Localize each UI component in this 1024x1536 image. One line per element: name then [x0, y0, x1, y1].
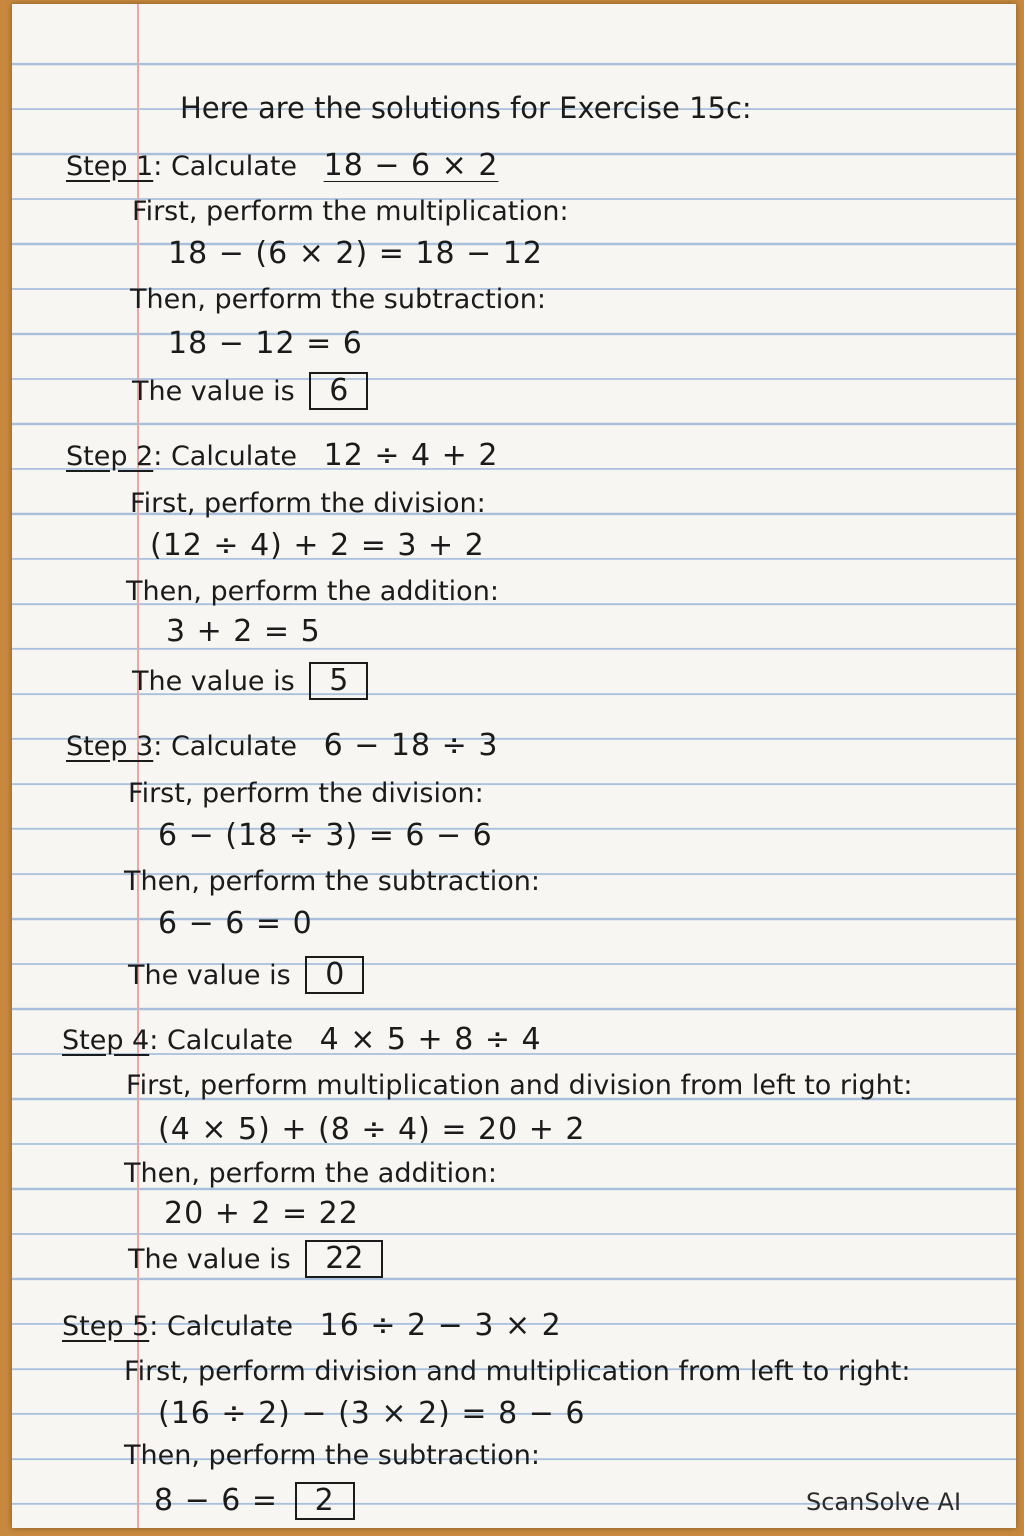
step-3-result	[128, 956, 364, 994]
step-expression: 16 ÷ 2 − 3 × 2	[319, 1308, 562, 1343]
step-5-then-instruction: Then, perform the subtraction:	[124, 1440, 540, 1471]
value-label: The value is	[128, 960, 291, 991]
step-4-first-equation: (4 × 5) + (8 ÷ 4) = 20 + 2	[158, 1112, 586, 1147]
calculate-word: Calculate	[166, 1311, 294, 1342]
step-2-then-instruction: Then, perform the addition:	[126, 576, 499, 607]
value-label: The value is	[132, 376, 295, 407]
answer-box: 0	[305, 956, 364, 994]
step-3-then-instruction: Then, perform the subtraction:	[124, 866, 540, 897]
step-3-first-equation: 6 − (18 ÷ 3) = 6 − 6	[158, 818, 493, 853]
step-label: Step 2	[66, 441, 154, 472]
step-5-heading: Step 5: Calculate 16 ÷ 2 − 3 × 2	[62, 1308, 562, 1343]
step-4-heading: Step 4: Calculate 4 × 5 + 8 ÷ 4	[62, 1022, 542, 1057]
step-label: Step 1	[66, 151, 154, 182]
equation-prefix: 8 − 6 =	[154, 1483, 279, 1518]
step-3-heading: Step 3: Calculate 6 − 18 ÷ 3	[66, 728, 499, 763]
step-expression: 12 ÷ 4 + 2	[323, 438, 499, 473]
step-label: Step 3	[66, 731, 154, 762]
step-5-first-equation: (16 ÷ 2) − (3 × 2) = 8 − 6	[158, 1396, 586, 1431]
step-1-first-equation: 18 − (6 × 2) = 18 − 12	[168, 236, 543, 271]
step-1-then-equation: 18 − 12 = 6	[168, 326, 363, 361]
calculate-word: Calculate	[170, 441, 298, 472]
step-2-first-equation: (12 ÷ 4) + 2 = 3 + 2	[150, 528, 485, 563]
step-1-then-instruction: Then, perform the subtraction:	[130, 284, 546, 315]
calculate-word: Calculate	[170, 151, 298, 182]
step-4-first-instruction: First, perform multiplication and division from left to right:	[126, 1070, 913, 1101]
step-expression: 18 − 6 × 2	[323, 148, 499, 183]
step-3-then-equation: 6 − 6 = 0	[158, 906, 313, 941]
answer-box: 6	[309, 372, 368, 410]
step-5-then-equation	[154, 1482, 355, 1520]
answer-box: 2	[295, 1482, 355, 1520]
value-label: The value is	[128, 1244, 291, 1275]
calculate-word: Calculate	[166, 1025, 294, 1056]
step-expression: 4 × 5 + 8 ÷ 4	[319, 1022, 542, 1057]
step-label: Step 5	[62, 1311, 150, 1342]
step-4-result	[128, 1240, 383, 1278]
step-3-first-instruction: First, perform the division:	[128, 778, 484, 809]
step-1-result	[132, 372, 368, 410]
step-4-then-instruction: Then, perform the addition:	[124, 1158, 497, 1189]
margin-line	[137, 4, 139, 1528]
step-1-heading: Step 1: Calculate 18 − 6 × 2	[66, 148, 499, 183]
notebook-page	[12, 4, 1016, 1528]
step-2-then-equation: 3 + 2 = 5	[166, 614, 321, 649]
step-label: Step 4	[62, 1025, 150, 1056]
page-title: Here are the solutions for Exercise 15c:	[180, 91, 752, 125]
answer-box: 22	[305, 1240, 383, 1278]
step-5-first-instruction: First, perform division and multiplication from left to right:	[124, 1356, 911, 1387]
step-4-then-equation: 20 + 2 = 22	[164, 1196, 359, 1231]
calculate-word: Calculate	[170, 731, 298, 762]
brand-watermark: ScanSolve AI	[806, 1488, 962, 1516]
step-2-heading: Step 2: Calculate 12 ÷ 4 + 2	[66, 438, 499, 473]
step-2-first-instruction: First, perform the division:	[130, 488, 486, 519]
value-label: The value is	[132, 666, 295, 697]
answer-box: 5	[309, 662, 368, 700]
step-expression: 6 − 18 ÷ 3	[323, 728, 499, 763]
step-1-first-instruction: First, perform the multiplication:	[132, 196, 569, 227]
step-2-result	[132, 662, 368, 700]
